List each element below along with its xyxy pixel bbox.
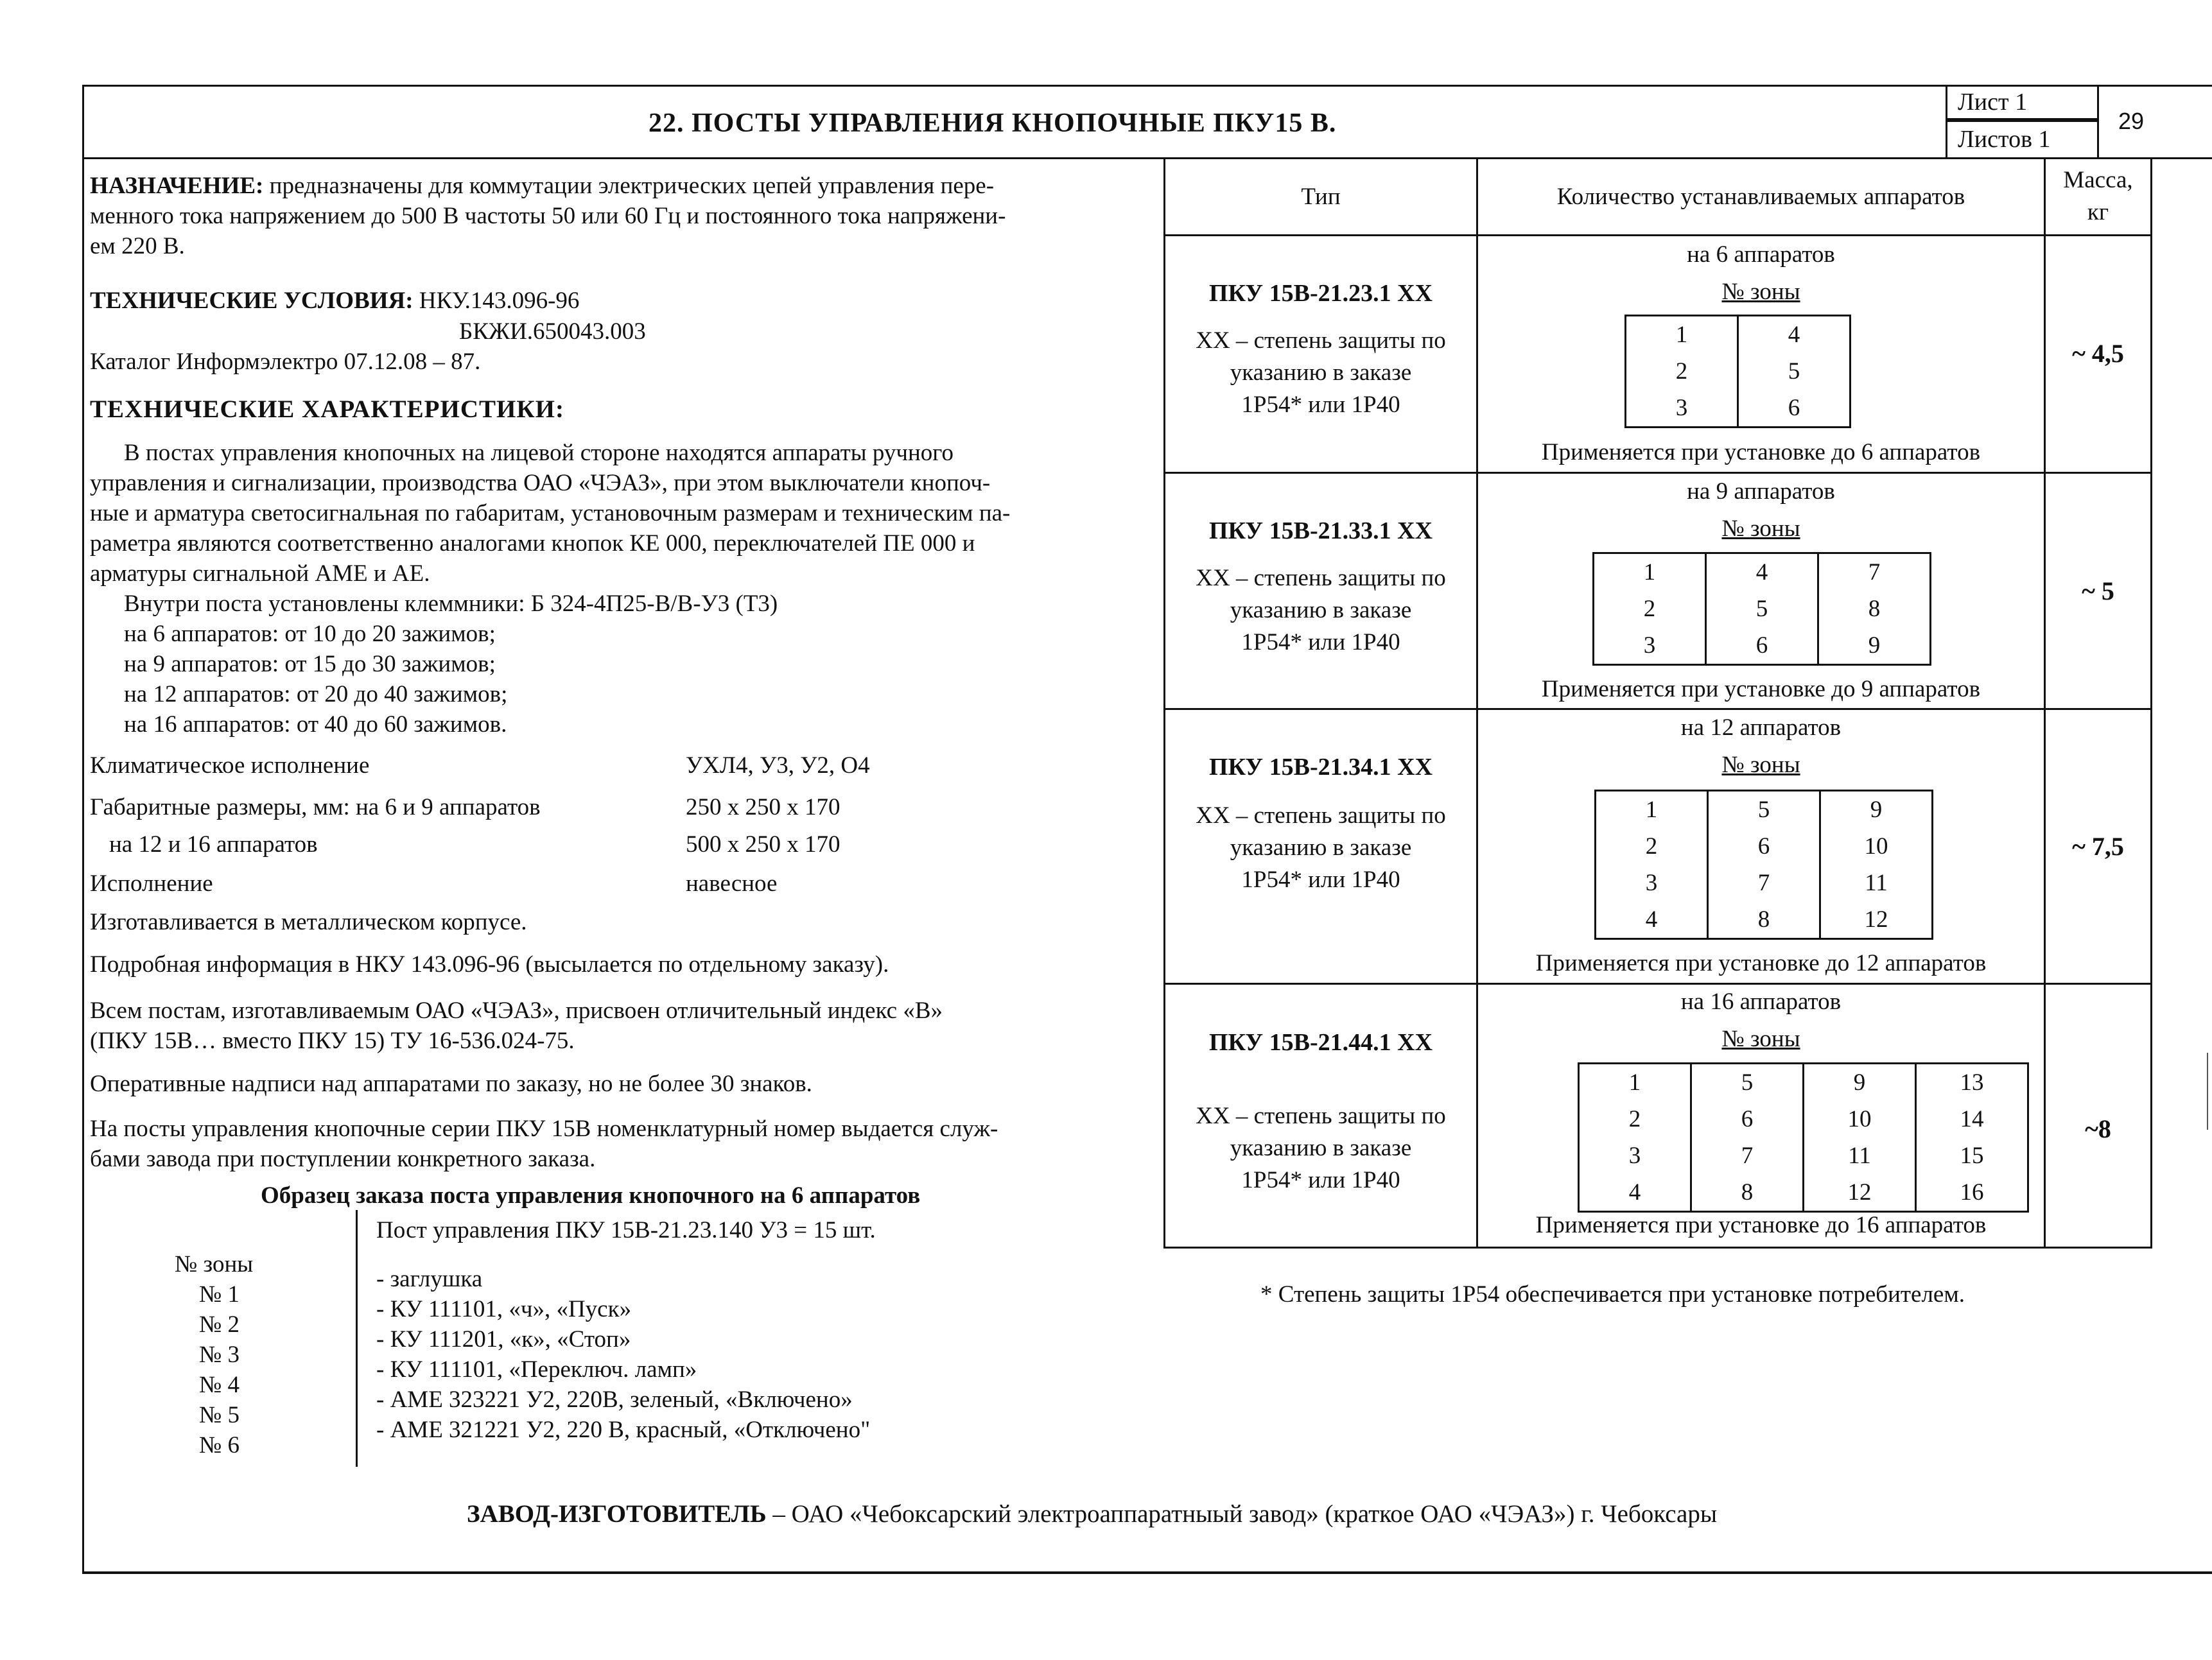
order-sample-divider [356,1210,358,1467]
zone-cell: 5 [1706,591,1818,627]
zone-cell: 14 [1916,1101,2028,1137]
zone-cell: 4 [1738,316,1851,354]
order-sample-line: Пост управления ПКУ 15В-21.23.140 У3 = 15 шт. [376,1217,876,1243]
row4-protection-2: указанию в заказе [1230,1135,1412,1161]
terminals-6: на 6 аппаратов: от 10 до 20 зажимов; [124,621,496,647]
row1-zone-label: № зоны [1721,279,1800,305]
protection-footnote: * Степень защиты 1Р54 обеспечивается при установке потребителем. [1260,1281,1965,1308]
dimensions-label-2: на 12 и 16 аппаратов [109,831,318,858]
terminals-16: на 16 аппаратов: от 40 до 60 зажимов. [124,711,507,738]
zone-cell: 2 [1596,828,1708,865]
zone-cell: 7 [1708,865,1820,901]
page-title: 22. ПОСТЫ УПРАВЛЕНИЯ КНОПОЧНЫЕ ПКУ15 В. [649,108,1337,138]
zone-cell: 2 [1626,353,1738,390]
row2-note: Применяется при установке до 9 аппаратов [1541,676,1981,702]
zone-cell: 1 [1579,1064,1691,1102]
table-header-mass-1: Масса, [2063,167,2133,193]
zone-cell: 8 [1708,901,1820,939]
terminals-intro: Внутри поста установлены клеммники: Б 324-4П25-В/В-У3 (Т3) [124,591,778,617]
row2-zone-label: № зоны [1721,515,1800,542]
dimensions-value-2: 500 х 250 х 170 [686,831,840,858]
zone-cell: 9 [1818,627,1931,665]
row2-zone-grid [1592,552,1931,666]
zone-cell: 4 [1706,553,1818,591]
dimensions-label: Габаритные размеры, мм: на 6 и 9 аппаратов [90,794,541,820]
row2-protection-2: указанию в заказе [1230,597,1412,623]
row4-type: ПКУ 15В-21.44.1 ХХ [1208,1029,1433,1056]
zone-cell: 5 [1708,791,1820,829]
terminals-9: на 9 аппаратов: от 15 до 30 зажимов; [124,651,496,677]
sheet-label: Лист 1 [1947,85,2099,120]
zone-2: № 2 [199,1311,240,1338]
row3-type: ПКУ 15В-21.34.1 ХХ [1208,754,1433,781]
zone-cell: 6 [1706,627,1818,665]
zone-cell: 11 [1804,1137,1916,1174]
table-header-mass-2: кг [2087,199,2109,225]
zone-1: № 1 [199,1281,240,1308]
row1-protection-1: ХХ – степень защиты по [1196,327,1446,354]
purpose-line-3: ем 220 В. [90,233,185,259]
table-header-rule [1165,234,2152,236]
table-header-type: Тип [1301,184,1341,210]
row3-qty-title: на 12 аппаратов [1680,714,1842,741]
edge-mark [2207,1053,2208,1130]
zone-cell: 7 [1818,553,1931,591]
catalog-reference: Каталог Информэлектро 07.12.08 – 87. [90,349,481,375]
row3-protection-3: 1Р54* или 1Р40 [1241,867,1400,893]
specs-paragraph-line-5: арматуры сигнальной АМЕ и АЕ. [90,560,430,587]
row2-qty-title: на 9 аппаратов [1687,478,1835,505]
zone-cell: 8 [1818,591,1931,627]
order-item-1: - заглушка [376,1266,483,1292]
purpose-heading: НАЗНАЧЕНИЕ: [90,173,264,199]
row2-protection-3: 1Р54* или 1Р40 [1241,629,1400,655]
zone-cell: 9 [1820,791,1933,829]
row1-mass: ~ 4,5 [2072,339,2124,368]
zone-cell: 15 [1916,1137,2028,1174]
row1-type: ПКУ 15В-21.23.1 ХХ [1208,280,1433,307]
climate-value: УХЛ4, У3, У2, О4 [686,752,870,779]
zone-5: № 5 [199,1402,240,1428]
row4-note: Применяется при установке до 16 аппаратов [1535,1212,1987,1238]
table-mass-header-divider [2150,157,2152,234]
zone-cell: 12 [1804,1174,1916,1212]
tech-specs-heading: ТЕХНИЧЕСКИЕ ХАРАКТЕРИСТИКИ: [90,395,564,423]
order-sample-title: Образец заказа поста управления кнопочного на 6 аппаратов [261,1182,921,1209]
specs-paragraph-line-2: управления и сигнализации, производства ОАО «ЧЭАЗ», при этом выключатели кнопоч- [90,470,991,496]
row1-qty-title: на 6 аппаратов [1687,241,1835,268]
zone-3: № 3 [199,1342,240,1368]
table-col-divider-2 [2044,157,2046,1247]
zone-cell: 8 [1691,1174,1804,1212]
row3-rule [1165,983,2152,985]
zone-cell: 13 [1916,1064,2028,1102]
sheet-info-box [1946,85,2099,157]
nomenclature-note-line-1: На посты управления кнопочные серии ПКУ 15В номенклатурный номер выдается служ- [90,1116,998,1142]
row2-mass: ~ 5 [2082,576,2114,605]
zone-cell: 3 [1579,1137,1691,1174]
zone-cell: 7 [1691,1137,1804,1174]
row1-note: Применяется при установке до 6 аппаратов [1541,439,1981,465]
manufacturer-label: ЗАВОД-ИЗГОТОВИТЕЛЬ [467,1500,767,1528]
specs-paragraph-line-4: раметра являются соответственно аналогами кнопок КЕ 000, переключателей ПЕ 000 и [90,530,975,557]
zone-cell: 5 [1738,353,1851,390]
climate-label: Климатическое исполнение [90,752,370,779]
specs-paragraph-line-1: В постах управления кнопочных на лицевой стороне находятся аппараты ручного [124,440,954,466]
row3-note: Применяется при установке до 12 аппаратов [1535,950,1987,976]
nomenclature-note-line-2: бами завода при поступлении конкретного заказа. [90,1146,596,1172]
row1-protection-3: 1Р54* или 1Р40 [1241,392,1400,418]
zone-cell: 16 [1916,1174,2028,1212]
purpose-line-2: менного тока напряжением до 500 В частоты 50 или 60 Гц и постоянного тока напряжени- [90,203,1006,229]
manufacturer-text: – ОАО «Чебоксарский электроаппаратныый завод» (краткое ОАО «ЧЭАЗ») г. Чебоксары [766,1500,1718,1528]
tech-conditions-line [90,286,579,316]
row1-rule [1165,472,2152,474]
execution-value: навесное [686,870,778,897]
row3-zone-label: № зоны [1721,752,1800,778]
specs-paragraph-line-3: ные и арматура светосигнальная по габаритам, установочным размерам и техническим па- [90,500,1011,526]
table-header-qty: Количество устанавливаемых аппаратов [1556,184,1965,210]
execution-label: Исполнение [90,870,213,897]
page-number: 29 [2097,85,2163,157]
zone-cell: 12 [1820,901,1933,939]
purpose-line-1 [90,171,994,201]
zone-cell: 5 [1691,1064,1804,1102]
zone-cell: 2 [1594,591,1706,627]
row4-qty-title: на 16 аппаратов [1680,989,1842,1015]
zone-cell: 6 [1691,1101,1804,1137]
zone-cell: 1 [1596,791,1708,829]
row1-protection-2: указанию в заказе [1230,359,1412,386]
zone-cell: 1 [1626,316,1738,354]
row3-protection-1: ХХ – степень защиты по [1196,802,1446,829]
sheets-label: Листов 1 [1947,120,2099,155]
order-item-4: - КУ 111101, «Переключ. ламп» [376,1356,697,1383]
index-note-line-2: (ПКУ 15В… вместо ПКУ 15) ТУ 16-536.024-75. [90,1028,575,1054]
zone-6: № 6 [199,1432,240,1458]
row2-protection-1: ХХ – степень защиты по [1196,565,1446,591]
labels-note: Оперативные надписи над аппаратами по заказу, но не более 30 знаков. [90,1071,812,1097]
frame-bottom-rule [82,1571,2212,1574]
row4-zone-label: № зоны [1721,1026,1800,1052]
zone-cell: 2 [1579,1101,1691,1137]
row4-mass: ~8 [2085,1114,2111,1143]
terminals-12: на 12 аппаратов: от 20 до 40 зажимов; [124,681,508,707]
manufacturer-line [467,1500,1717,1529]
zone-cell: 4 [1596,901,1708,939]
row3-protection-2: указанию в заказе [1230,834,1412,861]
row4-protection-1: ХХ – степень защиты по [1196,1103,1446,1129]
row2-rule [1165,708,2152,710]
row3-zone-grid [1594,790,1933,940]
dimensions-value-1: 250 х 250 х 170 [686,794,840,820]
details-note: Подробная информация в НКУ 143.096-96 (высылается по отдельному заказу). [90,951,889,978]
zone-4: № 4 [199,1372,240,1398]
zone-cell: 9 [1804,1064,1916,1102]
purpose-text-1: предназначены для коммутации электрических цепей управления пере- [269,173,995,199]
tech-conditions-heading: ТЕХНИЧЕСКИЕ УСЛОВИЯ: [90,288,414,314]
row2-type: ПКУ 15В-21.33.1 ХХ [1208,517,1433,544]
types-table [1163,157,2152,1249]
zone-cell: 11 [1820,865,1933,901]
zone-cell: 1 [1594,553,1706,591]
housing-note: Изготавливается в металлическом корпусе. [90,909,527,935]
zone-cell: 6 [1708,828,1820,865]
tech-conditions-value-2: БКЖИ.650043.003 [459,318,646,345]
order-item-2: - КУ 111101, «ч», «Пуск» [376,1296,632,1322]
row4-zone-grid [1578,1062,2029,1213]
order-item-6: - АМЕ 321221 У2, 220 В, красный, «Отключено" [376,1417,871,1443]
zone-cell: 3 [1626,390,1738,428]
zone-cell: 6 [1738,390,1851,428]
tech-conditions-value-1: НКУ.143.096-96 [419,288,580,314]
order-item-5: - АМЕ 323221 У2, 220В, зеленый, «Включено» [376,1387,853,1413]
zone-cell: 3 [1594,627,1706,665]
row1-zone-grid [1624,315,1851,428]
order-item-3: - КУ 111201, «к», «Стоп» [376,1326,631,1353]
zone-cell: 4 [1579,1174,1691,1212]
row4-protection-3: 1Р54* или 1Р40 [1241,1167,1400,1193]
zone-cell: 10 [1804,1101,1916,1137]
index-note-line-1: Всем постам, изготавливаемым ОАО «ЧЭАЗ», присвоен отличительный индекс «В» [90,998,943,1024]
row3-mass: ~ 7,5 [2072,832,2124,861]
zone-column-header: № зоны [175,1251,254,1277]
zone-cell: 3 [1596,865,1708,901]
zone-cell: 10 [1820,828,1933,865]
